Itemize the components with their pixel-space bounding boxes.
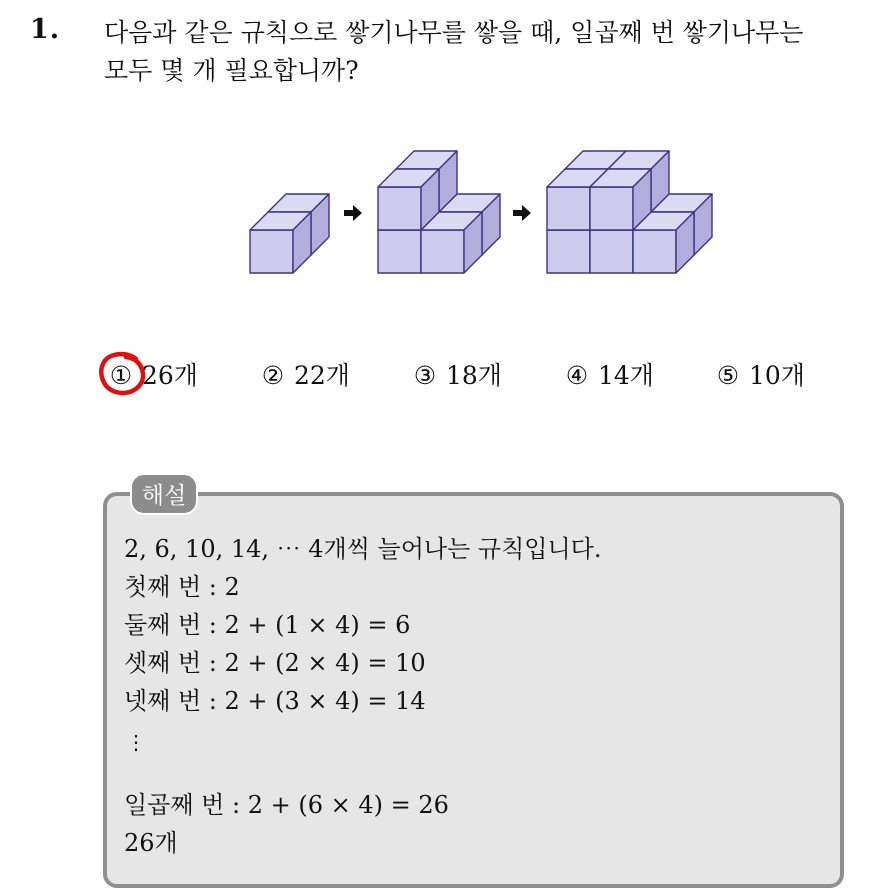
choice-4-number: ④ xyxy=(565,361,589,390)
choice-3-number: ③ xyxy=(413,361,437,390)
solution-line-7: 일곱째 번 : 2 + (6 × 4) = 26 xyxy=(124,791,449,819)
solution-tab-label: 해설 xyxy=(130,473,198,515)
solution-ellipsis: ⋮ xyxy=(126,730,146,754)
choice-3[interactable] xyxy=(412,356,502,392)
cube-front-face xyxy=(547,230,590,273)
choice-4[interactable] xyxy=(564,356,654,392)
cube-front-face xyxy=(633,230,676,273)
solution-lines xyxy=(124,530,601,862)
question-text xyxy=(104,14,874,90)
question-text-line-2: 모두 몇 개 필요합니까? xyxy=(104,56,359,85)
question-text-line-1: 다음과 같은 규칙으로 쌓기나무를 쌓을 때, 일곱째 번 쌓기나무는 xyxy=(104,18,804,47)
choice-5-value: 10개 xyxy=(749,361,805,390)
choice-2[interactable] xyxy=(260,356,350,392)
cube-front-face xyxy=(590,187,633,230)
question-number: 1. xyxy=(30,14,61,45)
cube-front-face xyxy=(250,230,293,273)
choice-2-number: ② xyxy=(261,361,285,390)
choice-2-value: 22개 xyxy=(294,361,350,390)
solution-line-4: 셋째 번 : 2 + (2 × 4) = 10 xyxy=(124,649,426,677)
cube-front-face xyxy=(421,230,464,273)
block-pattern-figure xyxy=(240,145,720,285)
cube-front-face xyxy=(378,187,421,230)
choice-5[interactable] xyxy=(715,356,805,392)
solution-line-5: 넷째 번 : 2 + (3 × 4) = 14 xyxy=(124,687,426,715)
cube-front-face xyxy=(547,187,590,230)
solution-line-1: 2, 6, 10, 14, ⋯ 4개씩 늘어나는 규칙입니다. xyxy=(124,535,602,563)
choice-5-number: ⑤ xyxy=(716,361,740,390)
choice-4-value: 14개 xyxy=(598,361,654,390)
right-arrow-icon xyxy=(344,205,362,221)
solution-line-2: 첫째 번 : 2 xyxy=(124,573,240,601)
solution-line-3: 둘째 번 : 2 + (1 × 4) = 6 xyxy=(124,611,411,639)
choice-3-value: 18개 xyxy=(446,361,502,390)
choice-1[interactable] xyxy=(108,356,198,392)
answer-choices xyxy=(0,350,884,400)
right-arrow-icon xyxy=(513,205,531,221)
cube-front-face xyxy=(590,230,633,273)
choice-1-number: ① xyxy=(109,361,133,390)
choice-1-value: 26개 xyxy=(142,361,198,390)
solution-line-8: 26개 xyxy=(124,829,178,857)
cube-front-face xyxy=(378,230,421,273)
